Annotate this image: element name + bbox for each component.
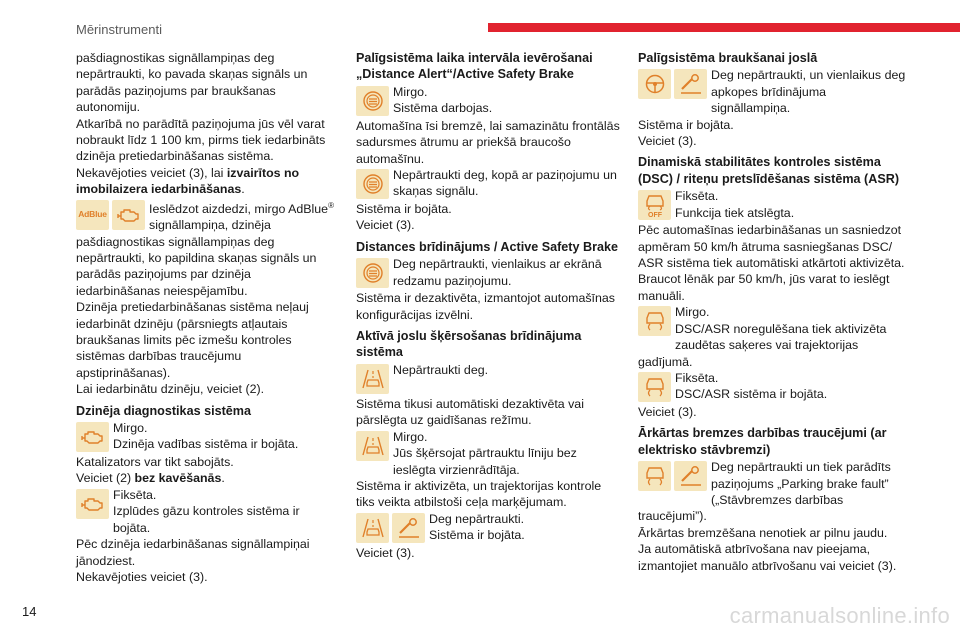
icon-description: Fiksēta. bbox=[113, 487, 157, 502]
paragraph: Automašīna īsi bremzē, lai samazinātu frontālās sadursmes ātrumu ar priekšā braucošo automašīnu. bbox=[356, 118, 620, 166]
paragraph: Veiciet (3). bbox=[638, 404, 697, 419]
paragraph: Sistēma ir aktivizēta, un trajektorijas kontrole tiks veikta atbilstoši ceļa marķējumam. bbox=[356, 478, 602, 510]
paragraph: Lai iedarbinātu dzinēju, veiciet (2). bbox=[76, 382, 265, 397]
icon-description: Dzinēja vadības sistēma ir bojāta. bbox=[113, 437, 299, 452]
icon-description: Nepārtraukti deg, kopā ar paziņojumu un skaņas signālu. bbox=[393, 168, 617, 199]
distance-alert-flashing-block bbox=[356, 84, 620, 118]
engine-fixed-block bbox=[76, 487, 338, 536]
paragraph: Katalizators var tikt sabojāts. bbox=[76, 455, 234, 470]
section-heading: Dinamiskā stabilitātes kontroles sistēma (DSC) / riteņu pretslīdēšanas sistēma (ASR) bbox=[638, 155, 900, 186]
paragraph: Dzinēja pretiedarbināšanas sistēma neļauj iedarbināt dzinēju (pārsniegts atļautais braukšanas limits pēc izmešu kontroles sistēmas darbības traucējumu apstiprināšanas). bbox=[76, 300, 309, 380]
steering-wheel-icon bbox=[638, 69, 671, 99]
icon-description: Jūs šķērsojat pārtrauktu līniju bez ieslēgta virzienrādītāja. bbox=[393, 446, 577, 477]
icon-description: Ieslēdzot aizdedzi, mirgo AdBlue® signāllampiņa, dzinēja pašdiagnostikas signāllampiņas deg nepārtraukti, ko papildina skaņas signāls un parādās paziņojums par dzinēja iedarbināšanas neiespējamību. bbox=[76, 200, 334, 298]
adblue-warning-icon: AdBlue bbox=[76, 200, 109, 230]
icon-description: Izplūdes gāzu kontroles sistēma ir bojāta. bbox=[113, 504, 300, 535]
icon-description: Deg nepārtraukti un tiek parādīts paziņojums „Parking brake fault” („Stāvbremzes darbības traucējumi”). bbox=[638, 460, 891, 524]
icon-description: Mirgo. bbox=[393, 84, 428, 99]
paragraph: Braucot lēnāk par 50 km/h, jūs varat to ieslēgt manuāli. bbox=[638, 272, 890, 303]
paragraph: pašdiagnostikas signāllampiņas deg nepārtraukti, ko pavada skaņas signāls un parādās paziņojums par braukšanas autonomiju. bbox=[76, 51, 308, 115]
section-heading: Distances brīdinājums / Active Safety Brake bbox=[356, 239, 619, 254]
icon-description: Sistēma ir bojāta. bbox=[429, 528, 525, 543]
paragraph: Sistēma tikusi automātiski dezaktivēta vai pārslēgta uz gaidīšanas režīmu. bbox=[356, 396, 584, 428]
distance-alert-deactivated-block bbox=[356, 256, 620, 290]
column-2 bbox=[356, 50, 620, 561]
icon-description: DSC/ASR noregulēšana tiek aktivizēta zaudētas saķeres vai trajektorijas gadījumā. bbox=[638, 321, 887, 369]
footer-watermark[interactable]: carmanualsonline.info bbox=[729, 603, 950, 628]
section-heading: Palīgsistēma braukšanai joslā bbox=[638, 51, 818, 65]
collision-alert-icon bbox=[356, 169, 389, 199]
section-heading: Dzinēja diagnostikas sistēma bbox=[76, 403, 251, 418]
column-3 bbox=[638, 50, 906, 574]
dsc-skid-icon bbox=[638, 306, 671, 336]
icon-description: Deg nepārtraukti, un vienlaikus deg apkopes brīdinājuma signāllampiņa. bbox=[711, 68, 906, 116]
lane-departure-fault-block bbox=[356, 511, 620, 545]
paragraph: Nekavējoties veiciet (3). bbox=[76, 569, 208, 584]
paragraph: Veiciet (2) bez kavēšanās. bbox=[76, 471, 225, 486]
service-wrench-icon bbox=[674, 69, 707, 99]
paragraph: Sistēma ir bojāta. bbox=[356, 202, 452, 217]
paragraph: Ja automātiskā atbrīvošana nav pieejama, izmantojiet manuālo atbrīvošanu vai veiciet (3). bbox=[638, 542, 897, 573]
paragraph: Sistēma ir dezaktivēta, izmantojot automašīnas konfigurācijas izvēlni. bbox=[356, 291, 615, 322]
lane-departure-icon bbox=[356, 513, 389, 543]
paragraph: Atkarībā no parādītā paziņojuma jūs vēl varat nobraukt līdz 1 100 km, pirms tiek iedarbināts dzinēja pretiedarbināšanas sistēma. bbox=[76, 116, 326, 164]
section-heading: Palīgsistēma laika intervāla ievērošanai „Distance Alert“/Active Safety Brake bbox=[356, 51, 593, 82]
emergency-brake-fault-block bbox=[638, 459, 906, 525]
dsc-off-icon bbox=[638, 190, 671, 220]
service-wrench-icon bbox=[392, 513, 425, 543]
engine-warning-icon bbox=[76, 422, 109, 452]
collision-alert-icon bbox=[356, 258, 389, 288]
engine-flashing-block bbox=[76, 420, 338, 454]
paragraph: Ārkārtas bremzēšana nenotiek ar pilnu jaudu. bbox=[638, 525, 888, 540]
dsc-skid-icon bbox=[638, 461, 671, 491]
lane-departure-icon bbox=[356, 364, 389, 394]
icon-description: Deg nepārtraukti. bbox=[429, 511, 525, 526]
paragraph: Veiciet (3). bbox=[356, 218, 415, 233]
icon-description: Nepārtraukti deg. bbox=[393, 362, 489, 377]
running-header: Mērinstrumenti bbox=[76, 22, 162, 37]
lane-departure-icon bbox=[356, 431, 389, 461]
paragraph: Pēc dzinēja iedarbināšanas signāllampiņai jānodziest. bbox=[76, 537, 310, 568]
dsc-fault-block bbox=[638, 370, 906, 404]
collision-alert-icon bbox=[356, 86, 389, 116]
paragraph: Veiciet (3). bbox=[356, 545, 415, 560]
off-label: OFF bbox=[647, 212, 662, 219]
adblue-warning-block bbox=[76, 198, 338, 300]
section-heading: Aktīvā joslu šķērsošanas brīdinājuma sistēma bbox=[356, 329, 582, 360]
lane-departure-flashing-block bbox=[356, 429, 620, 478]
lane-departure-fixed-block bbox=[356, 362, 620, 396]
icon-description: Mirgo. bbox=[113, 421, 148, 436]
icon-description: Fiksēta. bbox=[675, 189, 719, 204]
dsc-off-block bbox=[638, 188, 906, 222]
column-1 bbox=[76, 50, 338, 585]
section-heading: Ārkārtas bremzes darbības traucējumi (ar elektrisko stāvbremzi) bbox=[638, 426, 887, 457]
paragraph: Sistēma ir bojāta. bbox=[638, 117, 734, 132]
paragraph: Pēc automašīnas iedarbināšanas un sasniedzot apmēram 50 km/h ātruma sasniegšanas DSC/ ASR sistēma tiek automātiski atkārtoti aktivizēta. bbox=[638, 223, 905, 271]
icon-description: Deg nepārtraukti, vienlaikus ar ekrānā redzamu paziņojumu. bbox=[393, 257, 602, 288]
header-accent-bar bbox=[488, 23, 960, 32]
distance-alert-fixed-block bbox=[356, 167, 620, 201]
engine-warning-icon bbox=[112, 200, 145, 230]
icon-description: Mirgo. bbox=[393, 429, 428, 444]
icon-description: Mirgo. bbox=[675, 305, 710, 320]
paragraph: Nekavējoties veiciet (3), lai izvairītos no imobilaizera iedarbināšanas. bbox=[76, 165, 300, 197]
lane-assist-fault-block bbox=[638, 67, 906, 116]
dsc-skid-icon bbox=[638, 372, 671, 402]
service-wrench-icon bbox=[674, 461, 707, 491]
page-number: 14 bbox=[22, 604, 37, 619]
engine-warning-icon bbox=[76, 489, 109, 519]
paragraph: Veiciet (3). bbox=[638, 134, 697, 149]
icon-description: Sistēma darbojas. bbox=[393, 101, 493, 116]
dsc-flashing-block bbox=[638, 304, 906, 370]
icon-description: Funkcija tiek atslēgta. bbox=[675, 205, 795, 220]
icon-description: Fiksēta. bbox=[675, 370, 719, 385]
icon-description: DSC/ASR sistēma ir bojāta. bbox=[675, 387, 828, 402]
